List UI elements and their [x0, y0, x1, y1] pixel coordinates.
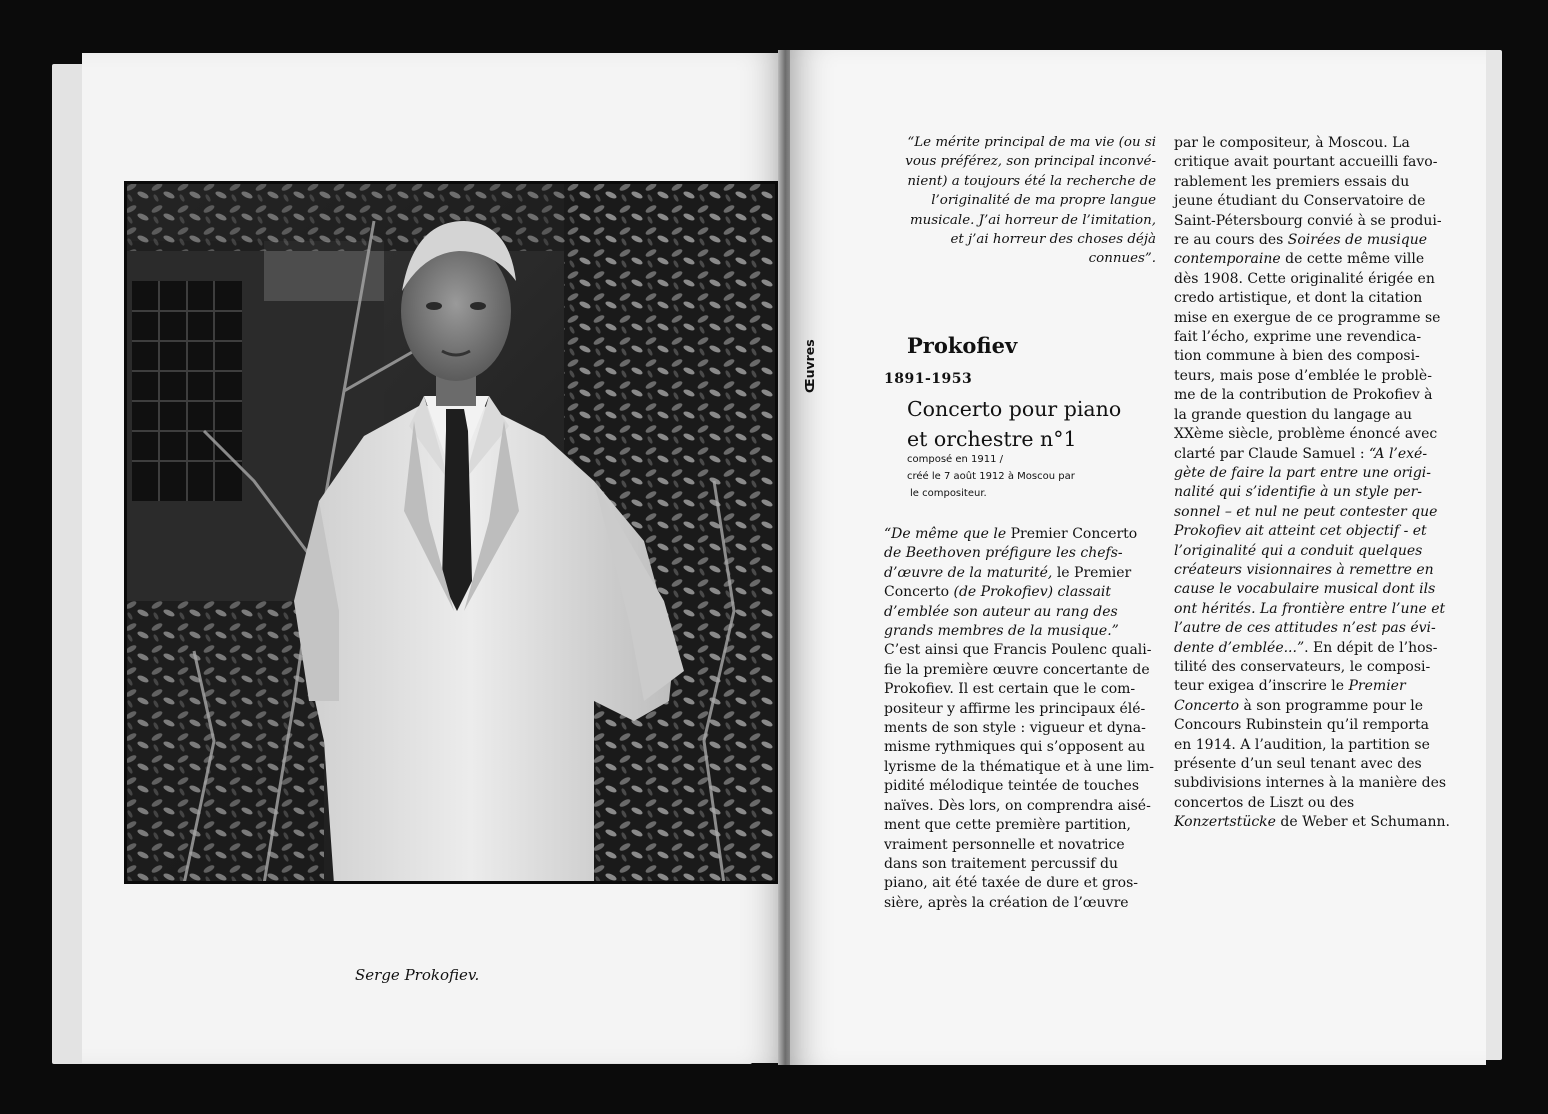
text-run: Concours Rubinstein qu’il remporta	[1174, 717, 1429, 734]
text-run: la grande question du langage au	[1174, 406, 1413, 423]
work-info-line: créé le 7 août 1912 à Moscou par	[907, 471, 1075, 482]
text-run: grands membres de la musique.”	[884, 623, 1119, 640]
text-line	[1174, 736, 1448, 755]
work-title	[907, 394, 1121, 454]
text-line	[1174, 134, 1448, 153]
text-line	[884, 738, 1160, 757]
text-line	[884, 855, 1160, 874]
text-line	[884, 797, 1160, 816]
text-run: C’est ainsi que Francis Poulenc quali-	[884, 642, 1152, 659]
text-run: créateurs visionnaires à remettre en	[1174, 561, 1434, 578]
text-run: Concerto	[884, 584, 954, 601]
text-line	[1174, 503, 1448, 522]
text-run: misme rythmiques qui s’opposent au	[884, 739, 1146, 756]
text-run: lyrisme de la thématique et à une lim-	[884, 758, 1154, 775]
text-line	[884, 641, 1160, 660]
text-run: ment que cette première partition,	[884, 817, 1131, 834]
text-run: Prokofiev. Il est certain que le com-	[884, 681, 1136, 698]
body-column-2	[1174, 134, 1448, 833]
text-line	[1174, 542, 1448, 561]
composer-name: Prokofiev	[907, 333, 1018, 358]
text-line	[884, 564, 1160, 583]
text-run: dans son traitement percussif du	[884, 855, 1119, 872]
text-line	[1174, 677, 1448, 696]
text-run: Premier Concerto	[1010, 526, 1138, 542]
text-run: “De même que le	[884, 526, 1011, 542]
text-run: re au cours des	[1174, 232, 1288, 249]
epigraph-line: musicale. J’ai horreur de l’imitation,	[909, 212, 1156, 228]
photo-caption: Serge Prokofiev.	[355, 966, 480, 984]
text-line	[884, 603, 1160, 622]
text-run: pidité mélodique teintée de touches	[884, 778, 1140, 795]
text-line	[1174, 580, 1448, 599]
text-line	[1174, 212, 1448, 231]
text-line	[1174, 755, 1448, 774]
text-run: (de Prokofiev) classait	[953, 584, 1112, 601]
epigraph-line: et j’ai horreur des choses déjà	[950, 232, 1156, 248]
text-line	[1174, 774, 1448, 793]
text-line	[884, 661, 1160, 680]
text-run: de Beethoven préfigure les chefs-	[884, 545, 1123, 562]
text-run: l’autre de ces attitudes n’est pas évi-	[1174, 620, 1436, 637]
text-run: Saint-Pétersbourg convié à se produi-	[1174, 212, 1442, 229]
text-run: fie la première œuvre concertante de	[884, 661, 1150, 678]
text-run: critique avait pourtant accueilli favo-	[1174, 154, 1438, 171]
text-line	[1174, 483, 1448, 502]
text-line	[884, 719, 1160, 738]
text-run: sière, après la création de l’œuvre	[884, 894, 1129, 911]
text-line	[1174, 813, 1448, 832]
text-run: teur exigea d’inscrire le	[1174, 678, 1349, 695]
text-line	[1174, 522, 1448, 541]
text-run: me de la contribution de Prokofiev à	[1174, 387, 1433, 404]
text-run: subdivisions internes à la manière des	[1174, 775, 1447, 792]
text-run: dente d’emblée...”	[1174, 639, 1305, 656]
text-run: Premier	[1348, 678, 1406, 695]
text-run: gète de faire la part entre une origi-	[1174, 464, 1431, 481]
text-run: teurs, mais pose d’emblée le problè-	[1174, 367, 1432, 384]
text-run: jeune étudiant du Conservatoire de	[1174, 193, 1426, 210]
epigraph-quote	[862, 133, 1156, 269]
text-run: fait l’écho, exprime une revendica-	[1174, 329, 1422, 346]
text-line	[884, 836, 1160, 855]
work-info-line: le compositeur.	[910, 488, 987, 499]
text-run: mise en exergue de ce programme se	[1174, 309, 1441, 326]
text-run: vraiment personnelle et novatrice	[884, 836, 1125, 853]
text-run: le Premier	[1056, 564, 1132, 581]
epigraph-line: “Le mérite principal de ma vie (ou si	[907, 135, 1156, 150]
text-run: dès 1908. Cette originalité érigée en	[1174, 270, 1435, 287]
work-title-line: Concerto pour piano	[907, 397, 1122, 421]
text-run: clarté par Claude Samuel :	[1174, 445, 1370, 462]
text-run: contemporaine	[1174, 251, 1281, 268]
text-run: tion commune à bien des composi-	[1174, 348, 1420, 365]
text-line	[1174, 367, 1448, 386]
text-line	[1174, 406, 1448, 425]
text-run: Concerto	[1174, 697, 1240, 714]
text-run: piano, ait été taxée de dure et gros-	[884, 875, 1139, 892]
epigraph-line: nient) a toujours été la recherche de	[907, 173, 1156, 189]
text-run: d’emblée son auteur au rang des	[884, 603, 1118, 620]
work-title-line: et orchestre n°1	[907, 427, 1077, 451]
text-run: sonnel – et nul ne peut contester que	[1174, 503, 1438, 520]
text-line	[1174, 250, 1448, 269]
text-line	[1174, 794, 1448, 813]
text-run: de Weber et Schumann.	[1275, 814, 1450, 831]
text-line	[1174, 619, 1448, 638]
text-run: l’originalité qui a conduit quelques	[1174, 542, 1423, 559]
text-run: XXème siècle, problème énoncé avec	[1174, 426, 1438, 443]
epigraph-line: l’originalité de ma propre langue	[931, 193, 1156, 209]
text-run: rablement les premiers essais du	[1174, 173, 1410, 190]
text-line	[884, 758, 1160, 777]
composer-dates: 1891-1953	[884, 371, 973, 387]
prokofiev-photo	[124, 181, 778, 884]
text-line	[884, 525, 1160, 544]
text-run: Konzertstücke	[1174, 814, 1276, 831]
text-line	[1174, 347, 1448, 366]
text-run: . En dépit de l’hos-	[1304, 639, 1438, 656]
text-run: positeur y affirme les principaux élé-	[884, 700, 1146, 717]
text-run: Prokofiev ait atteint cet objectif - et	[1174, 523, 1427, 540]
text-line	[1174, 600, 1448, 619]
text-line	[1174, 697, 1448, 716]
text-line	[1174, 716, 1448, 735]
text-line	[884, 544, 1160, 563]
text-line	[884, 700, 1160, 719]
text-line	[1174, 270, 1448, 289]
text-line	[884, 894, 1160, 913]
text-run: naïves. Dès lors, on comprendra aisé-	[884, 797, 1151, 814]
work-info-line: composé en 1911 /	[907, 454, 1004, 465]
text-run: nalité qui s’identifie à un style per-	[1174, 484, 1423, 501]
text-run: à son programme pour le	[1239, 697, 1424, 714]
section-side-label: Œuvres	[802, 339, 817, 393]
text-run: de cette même ville	[1280, 251, 1425, 268]
text-run: par le compositeur, à Moscou. La	[1174, 135, 1410, 151]
text-line	[884, 583, 1160, 602]
epigraph-line: vous préférez, son principal inconvé-	[905, 154, 1156, 170]
text-line	[884, 816, 1160, 835]
text-line	[1174, 328, 1448, 347]
text-run: d’œuvre de la maturité,	[884, 564, 1057, 581]
text-run: cause le vocabulaire musical dont ils	[1174, 581, 1436, 598]
text-line	[1174, 309, 1448, 328]
text-line	[1174, 445, 1448, 464]
text-run: ments de son style : vigueur et dyna-	[884, 720, 1146, 737]
text-line	[884, 680, 1160, 699]
text-line	[884, 777, 1160, 796]
text-line	[1174, 192, 1448, 211]
text-line	[1174, 658, 1448, 677]
text-run: en 1914. A l’audition, la partition se	[1174, 736, 1430, 753]
work-info	[907, 451, 1075, 502]
body-column-1	[884, 525, 1160, 913]
text-run: “A l’exé-	[1369, 445, 1428, 462]
epigraph-line: connues”.	[1088, 251, 1156, 267]
text-line	[1174, 561, 1448, 580]
text-line	[884, 874, 1160, 893]
text-line	[1174, 173, 1448, 192]
text-run: ont hérités. La frontière entre l’une et	[1174, 600, 1446, 617]
text-run: présente d’un seul tenant avec des	[1174, 756, 1422, 772]
text-line	[1174, 231, 1448, 250]
text-line	[1174, 289, 1448, 308]
text-run: concertos de Liszt ou des	[1174, 794, 1355, 811]
text-line	[884, 622, 1160, 641]
text-line	[1174, 153, 1448, 172]
text-line	[1174, 425, 1448, 444]
text-run: tilité des conservateurs, le composi-	[1174, 658, 1431, 675]
text-run: Soirées de musique	[1287, 232, 1428, 249]
text-line	[1174, 639, 1448, 658]
text-line	[1174, 386, 1448, 405]
text-run: credo artistique, et dont la citation	[1174, 290, 1423, 307]
text-line	[1174, 464, 1448, 483]
